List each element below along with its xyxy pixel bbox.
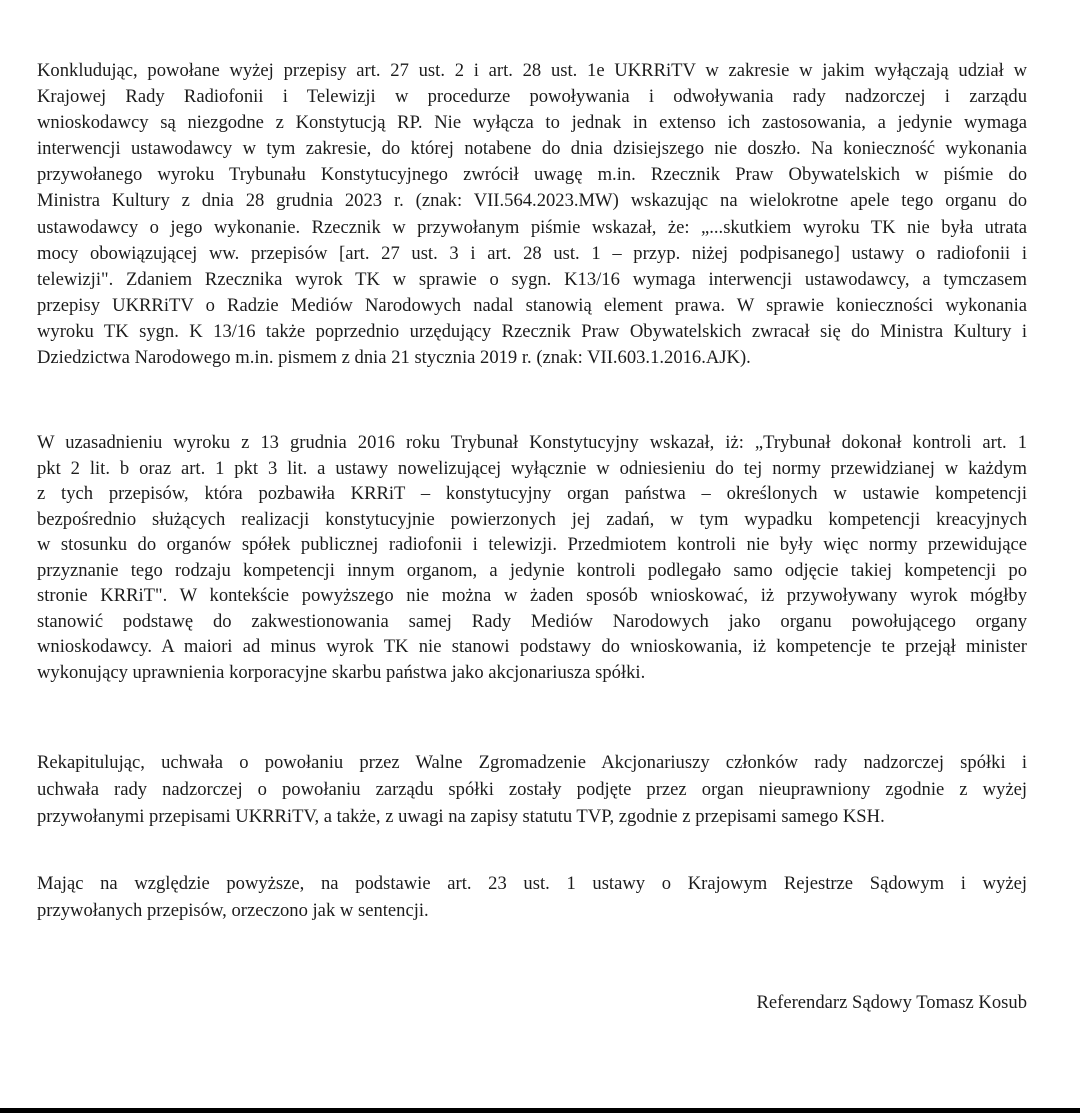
text-line: Rekapitulując, uchwała o powołaniu przez Walne Zgromadzenie Akcjonariuszy członków rady nadzorczej spółki i [37, 752, 1027, 773]
text-line: wyroku TK sygn. K 13/16 także poprzednio urzędujący Rzecznik Praw Obywatelskich zwracał się do Ministra Kultury i [37, 320, 1027, 342]
text-line: przywołanego wyroku Trybunału Konstytucyjnego zwrócił uwagę m.in. Rzecznik Praw Obywatelskich w piśmie do [37, 164, 1027, 186]
text-line: w stosunku do organów spółek publicznej radiofonii i telewizji. Przedmiotem kontroli nie były więc normy przewidujące [37, 534, 1027, 555]
text-line: mocy obowiązującej ww. przepisów [art. 27 ust. 3 i art. 28 ust. 1 – przyp. niżej podpisanego] ustawy o radiofonii i [37, 242, 1027, 264]
paragraph-tribunal-reasoning [37, 430, 1027, 685]
text-line: Konkludując, powołane wyżej przepisy art. 27 ust. 2 i art. 28 ust. 1e UKRRiTV w zakresie w jakim wyłączają udział w [37, 60, 1027, 81]
text-line: wykonujący uprawnienia korporacyjne skarbu państwa jako akcjonariusza spółki. [37, 661, 646, 683]
paragraph-conclusion [37, 58, 1027, 371]
text-line: interwencji ustawodawcy w tym zakresie, do której notabene do dnia dzisiejszego nie doszło. Na konieczność wykonania [37, 138, 1027, 160]
text-line: wnioskodawcy są niezgodne z Konstytucją RP. Nie wyłącza to jednak in extenso ich zastosowania, a jedynie wymaga [37, 112, 1027, 134]
text-line: uchwała rady nadzorczej o powołaniu zarządu spółki zostały podjęte przez organ nieuprawniony zgodnie z wyżej [37, 778, 1027, 800]
text-line: pkt 2 lit. b oraz art. 1 pkt 3 lit. a ustawy nowelizującej wyłącznie w odniesieniu do tej normy przewidzianej w każdym [37, 457, 1027, 479]
text-line: Mając na względzie powyższe, na podstawie art. 23 ust. 1 ustawy o Krajowym Rejestrze Sądowym i wyżej [37, 873, 1027, 894]
text-line: telewizji". Zdaniem Rzecznika wyrok TK w sprawie o sygn. K13/16 wymaga interwencji ustawodawcy, a tymczasem [37, 268, 1027, 290]
text-line: wnioskodawcy. A maiori ad minus wyrok TK nie stanowi podstawy do wnioskowania, iż kompetencje te przejął minister [37, 636, 1027, 657]
paragraph-recapitulation [37, 750, 1027, 830]
text-line: ustawodawcy o jego wykonanie. Rzecznik w przywołanym piśmie wskazał, że: „...skutkiem wyroku TK nie była utrata [37, 216, 1027, 238]
signature: Referendarz Sądowy Tomasz Kosub [756, 992, 1027, 1013]
bottom-edge-bar [0, 1108, 1080, 1113]
text-line: z tych przepisów, która pozbawiła KRRiT – konstytucyjny organ państwa – określonych w ustawie kompetencji [37, 483, 1027, 504]
text-line: przywołanych przepisów, orzeczono jak w sentencji. [37, 900, 429, 921]
text-line: stanowić podstawę do zakwestionowania samej Rady Mediów Narodowych jako organu powołującego organy [37, 610, 1027, 632]
text-line: Dziedzictwa Narodowego m.in. pismem z dnia 21 stycznia 2019 r. (znak: VII.603.1.2016.AJK). [37, 347, 751, 369]
text-line: stronie KRRiT". W kontekście powyższego nie można w żaden sposób wnioskować, iż przywoływany wyrok mógłby [37, 585, 1027, 606]
text-line: W uzasadnieniu wyroku z 13 grudnia 2016 roku Trybunał Konstytucyjny wskazał, iż: „Trybunał dokonał kontroli art. 1 [37, 432, 1027, 453]
text-line: Krajowej Rady Radiofonii i Telewizji w procedurze powoływania i odwoływania rady nadzorczej i zarządu [37, 86, 1027, 108]
text-line: przywołanymi przepisami UKRRiTV, a także, z uwagi na zapisy statutu TVP, zgodnie z przepisami samego KSH. [37, 805, 885, 827]
paragraph-ruling [37, 870, 1027, 924]
text-line: przyznanie tego rodzaju kompetencji innym organom, a jedynie kontroli podlegało samo odjęcie takiej kompetencji po [37, 559, 1027, 581]
text-line: Ministra Kultury z dnia 28 grudnia 2023 r. (znak: VII.564.2023.MW) wskazując na wielokrotne apele tego organu do [37, 190, 1027, 212]
text-line: bezpośrednio służących realizacji konstytucyjnie powierzonych jej zadań, w tym wypadku kompetencji kreacyjnych [37, 508, 1027, 530]
text-line: przepisy UKRRiTV o Radzie Mediów Narodowych nadal stanowią element prawa. W sprawie konieczności wykonania [37, 294, 1027, 316]
